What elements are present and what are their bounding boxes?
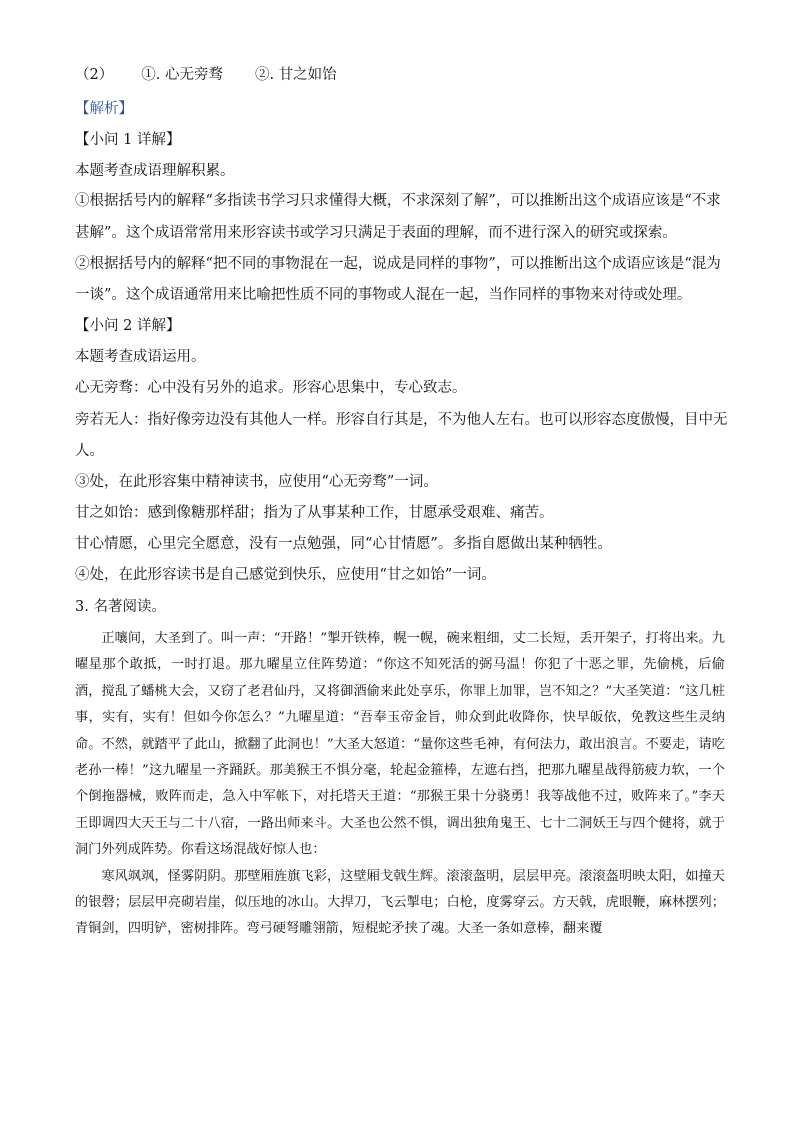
passage-paragraph: 寒风飒飒，怪雾阴阴。那壁厢旌旗飞彩，这壁厢戈戟生辉。滚滚盔明，层层甲亮。滚滚盔明映太阳，如撞天的银磬；层层甲亮砌岩崖，似压地的冰山。大捍刀，飞云掣电；白枪，度雾穿云。方天戟，虎眼鞭，麻林摆列；青铜剑，四明铲，密树排阵。弯弓硬弩雕翎箭，短棍蛇矛挟了魂。大圣一条如意棒，翻来覆 — [75, 868, 725, 937]
q2-line: 本题考查成语运用。 — [75, 349, 206, 365]
q2-line: 甘心情愿，心里完全愿意，没有一点勉强，同“心甘情愿”。多指自愿做出某种牺牲。 — [75, 536, 612, 552]
answer-number: （2） — [75, 67, 114, 83]
q1-line: 一谈”。这个成语通常用来比喻把性质不同的事物或人混在一起，当作同样的事物来对待或处理。 — [75, 287, 692, 303]
answer-line — [75, 64, 337, 86]
q1-line: ①根据括号内的解释“多指读书学习只求懂得大概，不求深刻了解”，可以推断出这个成语应该是“不求 — [75, 193, 721, 209]
q1-heading: 【小问 1 详解】 — [75, 132, 181, 148]
passage-paragraph: 正嚷间，大圣到了。叫一声：“开路！”掣开铁棒，幌一幌，碗来粗细，丈二长短，丢开架子，打将出来。九曜星那个敢抵，一时打退。那九曜星立住阵势道：“你这不知死活的弼马温！你犯了十恶之罪，先偷桃，后偷酒，搅乱了蟠桃大会，又窃了老君仙丹，又将御酒偷来此处享乐，你罪上加罪，岂不知之？”大圣笑道：“这几桩事，实有，实有！但如今你怎么？”九曜星道：“吾奉玉帝金旨，帅众到此收降你，快早皈依，免教这些生灵纳命。不然，就踏平了此山，掀翻了此洞也！”大圣大怒道：“量你这些毛神，有何法力，敢出浪言。不要走，请吃老孙一棒！”这九曜星一齐踊跃。那美猴王不惧分毫，轮起金箍棒，左遮右挡，把那九曜星战得筋疲力软，一个个倒拖器械，败阵而走，急入中军帐下，对托塔天王道：“那猴王果十分骁勇！我等战他不过，败阵来了。”李天王即调四大天王与二十八宿，一路出师来斗。大圣也公然不惧，调出独角鬼王、七十二洞妖王与四个健将，就于洞门外列成阵势。你看这场混战好惊人也： — [75, 631, 725, 858]
q2-line: 心无旁骛：心中没有另外的追求。形容心思集中，专心致志。 — [75, 380, 467, 396]
q2-line: ③处，在此形容集中精神读书，应使用“心无旁骛”一词。 — [75, 474, 438, 490]
q2-line: 人。 — [75, 443, 104, 459]
q1-line: ②根据括号内的解释“把不同的事物混在一起，说成是同样的事物”，可以推断出这个成语应该是“混为 — [75, 256, 721, 272]
jiexi-heading: 【解析】 — [75, 101, 133, 117]
q2-line: 旁若无人：指好像旁边没有其他人一样。形容自行其是，不为他人左右。也可以形容态度傲慢，目中无 — [75, 412, 728, 428]
novel-passage — [75, 626, 725, 943]
q1-line: 甚解”。这个成语常常用来形容读书或学习只满足于表面的理解，而不进行深入的研究或探索。 — [75, 225, 677, 241]
q3-title: 3. 名著阅读。 — [75, 599, 166, 615]
q1-line: 本题考查成语理解积累。 — [75, 163, 235, 179]
answer-item-2: ②. 甘之如饴 — [254, 67, 337, 83]
q2-line: ④处，在此形容读书是自己感觉到快乐，应使用“甘之如饴”一词。 — [75, 567, 496, 583]
q2-line: 甘之如饴：感到像糖那样甜；指为了从事某种工作，甘愿承受艰难、痛苦。 — [75, 505, 554, 521]
q2-heading: 【小问 2 详解】 — [75, 318, 181, 334]
answer-item-1: ①. 心无旁骛 — [141, 67, 223, 83]
